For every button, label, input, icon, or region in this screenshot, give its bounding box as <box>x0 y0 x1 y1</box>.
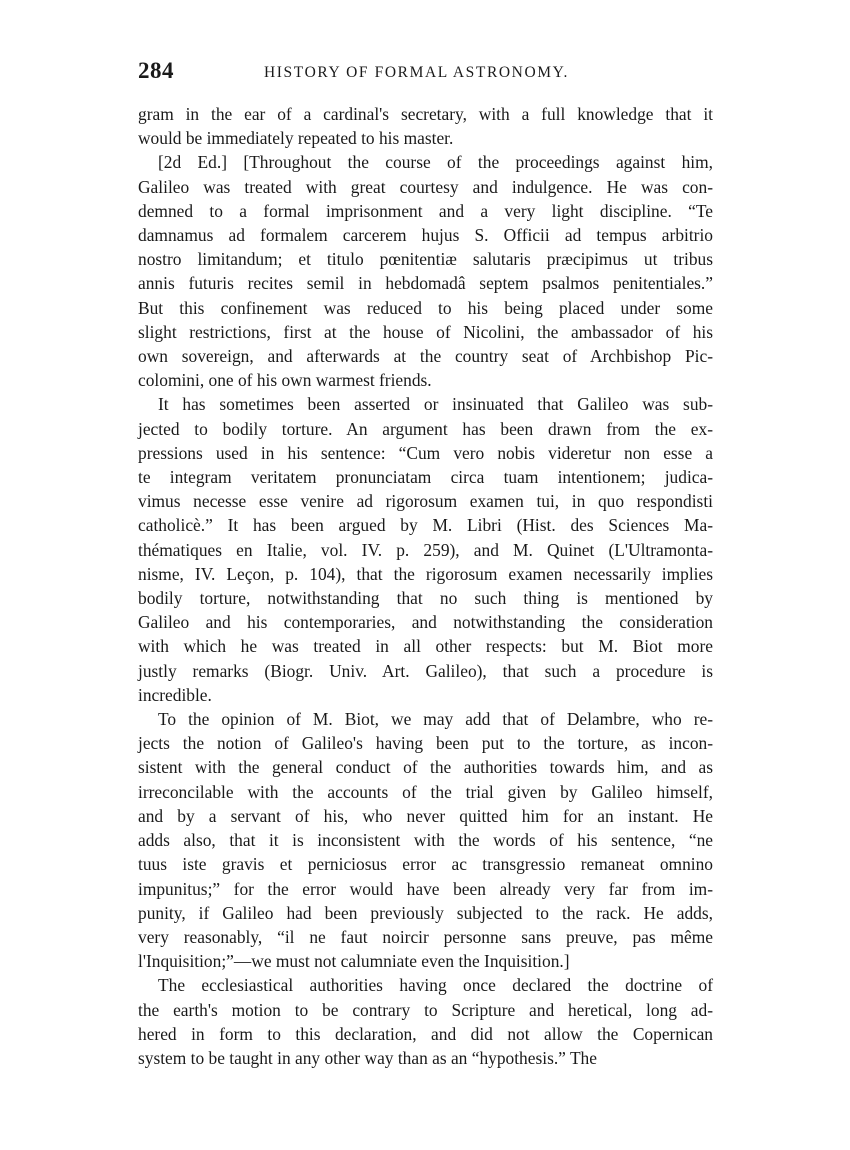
text-line: annis futuris recites semil in hebdomadâ septem psalmos penitentiales.” <box>138 273 713 294</box>
text-line: justly remarks (Biogr. Univ. Art. Galileo), that such a procedure is <box>138 660 713 681</box>
text-line: vimus necesse esse venire ad rigorosum examen tui, in quo respondisti <box>138 491 713 512</box>
text-line: irreconcilable with the accounts of the trial given by Galileo himself, <box>138 781 713 802</box>
text-line: impunitus;” for the error would have been already very far from im- <box>138 878 713 899</box>
text-line: own sovereign, and afterwards at the country seat of Archbishop Pic- <box>138 346 713 367</box>
running-title: HISTORY OF FORMAL ASTRONOMY. <box>264 64 569 81</box>
paragraph <box>138 707 713 973</box>
text-line: jects the notion of Galileo's having been put to the torture, as incon- <box>138 733 713 754</box>
text-line: [2d Ed.] [Throughout the course of the proceedings against him, <box>158 152 713 173</box>
paragraph <box>138 392 713 707</box>
text-line: jected to bodily torture. An argument has been drawn from the ex- <box>138 418 713 439</box>
text-line: Galileo and his contemporaries, and notwithstanding the consideration <box>138 612 713 633</box>
paragraph <box>138 102 713 150</box>
text-line: thématiques en Italie, vol. IV. p. 259), and M. Quinet (L'Ultramonta- <box>138 539 713 560</box>
page-number: 284 <box>138 58 174 83</box>
text-line: with which he was treated in all other respects: but M. Biot more <box>138 636 713 657</box>
running-head <box>138 58 713 92</box>
text-line: It has sometimes been asserted or insinuated that Galileo was sub- <box>158 394 713 415</box>
text-line: slight restrictions, first at the house of Nicolini, the ambassador of his <box>138 321 713 342</box>
book-page <box>138 58 713 1070</box>
text-line: incredible. <box>138 684 212 705</box>
text-line: punity, if Galileo had been previously subjected to the rack. He adds, <box>138 902 713 923</box>
text-line: hered in form to this declaration, and did not allow the Copernican <box>138 1023 713 1044</box>
text-line: gram in the ear of a cardinal's secretary, with a full knowledge that it <box>138 104 713 124</box>
text-line: demned to a formal imprisonment and a very light discipline. “Te <box>138 200 713 221</box>
text-line: adds also, that it is inconsistent with the words of his sentence, “ne <box>138 830 713 851</box>
text-line: the earth's motion to be contrary to Scripture and heretical, long ad- <box>138 999 713 1020</box>
text-line: would be immediately repeated to his master. <box>138 128 454 149</box>
text-line: very reasonably, “il ne faut noircir personne sans preuve, pas même <box>138 926 713 947</box>
text-line: pressions used in his sentence: “Cum vero nobis videretur non esse a <box>138 442 713 463</box>
text-line: To the opinion of M. Biot, we may add that of Delambre, who re- <box>158 709 713 730</box>
text-line: l'Inquisition;”—we must not calumniate even the Inquisition.] <box>138 951 570 972</box>
text-line: te integram veritatem pronunciatam circa tuam intentionem; judica- <box>138 467 713 488</box>
text-line: damnamus ad formalem carcerem hujus S. Officii ad tempus arbitrio <box>138 225 713 246</box>
text-line: sistent with the general conduct of the authorities towards him, and as <box>138 757 713 778</box>
text-line: nisme, IV. Leçon, p. 104), that the rigorosum examen necessarily implies <box>138 563 713 584</box>
text-line: and by a servant of his, who never quitted him for an instant. He <box>138 805 713 826</box>
text-line: colomini, one of his own warmest friends. <box>138 370 432 391</box>
paragraph <box>138 973 713 1070</box>
body-text <box>138 102 713 1070</box>
text-line: Galileo was treated with great courtesy and indulgence. He was con- <box>138 176 713 197</box>
paragraph <box>138 150 713 392</box>
text-line: tuus iste gravis et perniciosus error ac transgressio remaneat omnino <box>138 854 713 875</box>
text-line: But this confinement was reduced to his being placed under some <box>138 297 713 318</box>
text-line: The ecclesiastical authorities having once declared the doctrine of <box>158 975 713 996</box>
text-line: system to be taught in any other way than as an “hypothesis.” The <box>138 1047 597 1068</box>
text-line: bodily torture, notwithstanding that no such thing is mentioned by <box>138 588 713 609</box>
text-line: catholicè.” It has been argued by M. Libri (Hist. des Sciences Ma- <box>138 515 713 536</box>
text-line: nostro limitandum; et titulo pœnitentiæ salutaris præcipimus ut tribus <box>138 249 713 270</box>
